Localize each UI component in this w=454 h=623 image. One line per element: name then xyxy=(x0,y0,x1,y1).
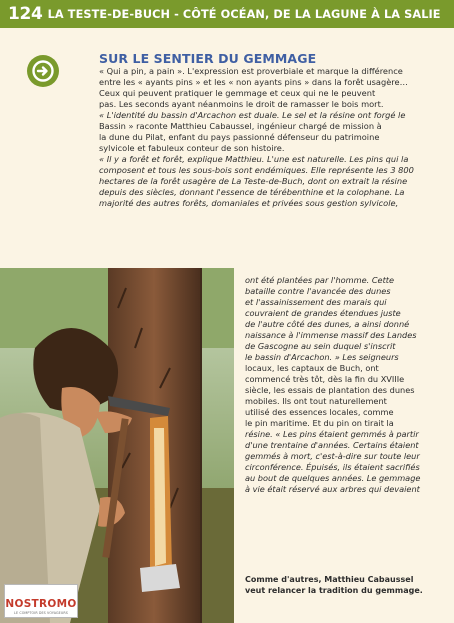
body-line: d'une trentaine d'années. Certains étaient xyxy=(245,440,419,450)
chapter-title: LA TESTE-DE-BUCH - CÔTÉ OCÉAN, DE LA LAGUNE À LA SALIE xyxy=(47,7,441,21)
body-line: locaux, les captaux de Buch, ont xyxy=(245,363,379,373)
body-line: le pin maritime. Et du pin on tirait la xyxy=(245,418,394,428)
section-title: SUR LE SENTIER DU GEMMAGE xyxy=(99,51,317,66)
body-line: Ceux qui peuvent pratiquer le gemmage et ceux qui ne le peuvent xyxy=(99,88,376,98)
caption-line: veut relancer la tradition du gemmage. xyxy=(245,586,423,595)
nostromo-badge xyxy=(4,584,78,618)
body-line: « L'identité du bassin d'Arcachon est duale. Le sel et la résine ont forgé le xyxy=(99,110,406,120)
body-line: pas. Les seconds ayant néanmoins le droit de ramasser le bois mort. xyxy=(99,99,384,109)
body-line: commencé très tôt, dès la fin du XVIIIe xyxy=(245,374,405,384)
body-line: la dune du Pilat, enfant du pays passionné défenseur du patrimoine xyxy=(99,132,380,142)
body-line: et l'assainissement des marais qui xyxy=(245,297,387,307)
body-line: résine. « Les pins étaient gemmés à partir xyxy=(245,429,419,439)
caption-line: Comme d'autres, Matthieu Cabaussel xyxy=(245,575,414,584)
body-line: naissance à l'immense massif des Landes xyxy=(245,330,417,340)
gemmage-photo xyxy=(0,268,234,623)
page-header xyxy=(0,0,454,28)
body-line: composent et tous les sous-bois sont endémiques. Elle représente les 3 800 xyxy=(99,165,414,175)
body-line: sylvicole et fabuleux conteur de son histoire. xyxy=(99,143,285,153)
page-number: 124 xyxy=(8,4,43,24)
body-line: le bassin d'Arcachon. » Les seigneurs xyxy=(245,352,399,362)
body-line: « Il y a forêt et forêt, explique Matthieu. L'une est naturelle. Les pins qui la xyxy=(99,154,409,164)
body-line: ont été plantées par l'homme. Cette xyxy=(245,275,395,285)
body-line: circonférence. Épuisés, ils étaient sacrifiés xyxy=(245,462,420,472)
body-line: de Gascogne au sein duquel s'inscrit xyxy=(245,341,396,351)
body-line: à vie était réservé aux arbres qui devaient xyxy=(245,484,420,494)
body-line: majorité des autres forêts, domaniales et privées sous gestion sylvicole, xyxy=(99,198,399,208)
body-line: depuis des siècles, donnant l'essence de térébenthine et la colophane. La xyxy=(99,187,405,197)
badge-subtitle: LE COMPTOIR DES VOYAGEURS xyxy=(14,611,68,615)
body-line: au bout de quelques années. Le gemmage xyxy=(245,473,421,483)
body-line: hectares de la forêt usagère de La Teste-de-Buch, dont on extrait la résine xyxy=(99,176,408,186)
body-line: de l'autre côté des dunes, a ainsi donné xyxy=(245,319,410,329)
body-line: Bassin » raconte Matthieu Cabaussel, ingénieur chargé de mission à xyxy=(99,121,382,131)
body-line: siècle, les essais de plantation des dunes xyxy=(245,385,415,395)
body-line: bataille contre l'avancée des dunes xyxy=(245,286,391,296)
body-line: utilisé des essences locales, comme xyxy=(245,407,394,417)
body-line: entre les « ayants pins » et les « non ayants pins » dans la forêt usagère… xyxy=(99,77,408,87)
badge-name: NOSTROMO xyxy=(5,598,77,610)
body-line: mobiles. Ils ont tout naturellement xyxy=(245,396,387,406)
photo-caption xyxy=(245,574,445,596)
g-arrow-icon xyxy=(27,55,59,87)
body-line: couvraient de grandes étendues juste xyxy=(245,308,401,318)
body-line: « Qui a pin, a pain ». L'expression est proverbiale et marque la différence xyxy=(99,66,403,76)
body-line: gemmés à mort, c'est-à-dire sur toute leur xyxy=(245,451,420,461)
